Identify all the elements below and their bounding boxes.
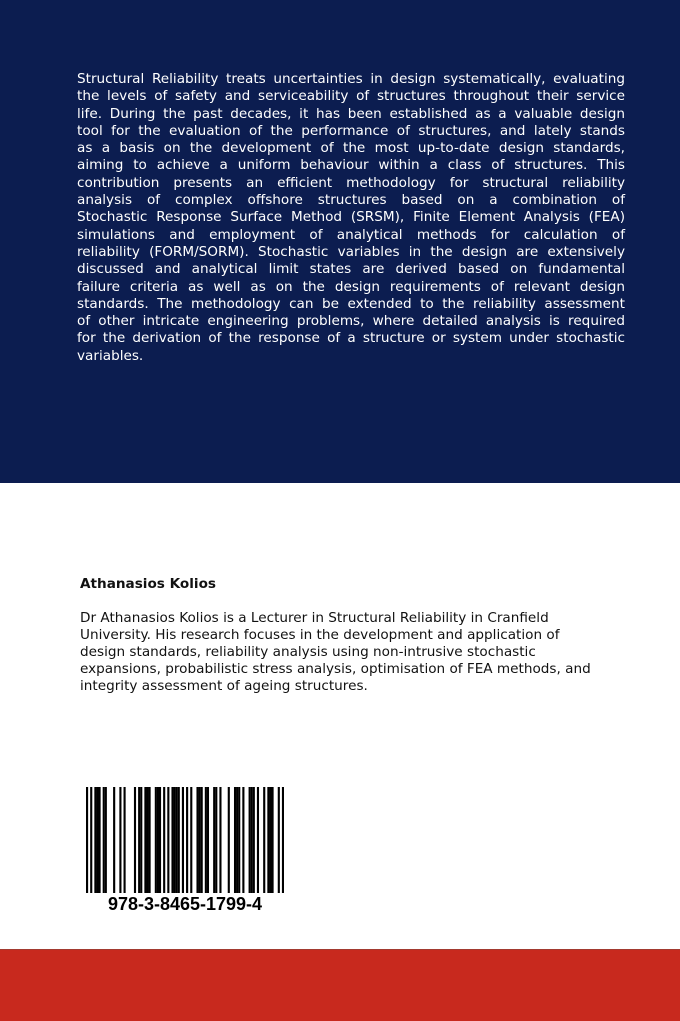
blurb-line: Structural Reliability treats uncertainties in design systematically, evaluating [77,71,625,87]
barcode-bar [134,787,136,893]
barcode-bar [167,787,169,893]
barcode-bar [190,787,192,893]
barcode-bar [278,787,280,893]
blurb-line: for the derivation of the response of a structure or system under stochastic [77,330,625,347]
blurb-line: tool for the evaluation of the performance of structures, and lately stands [77,122,625,139]
blurb-line: as a basis on the development of the most up-to-date design standards, [77,140,625,157]
barcode-bar [253,787,255,893]
blurb-line: failure criteria as well as on the design requirements of relevant design [77,278,625,295]
barcode-bar [263,787,265,893]
blurb-line: variables. [77,347,144,364]
bio-line: University. His research focuses in the development and application of [80,627,560,643]
barcode-bar [199,787,201,893]
barcode-bar [215,787,217,893]
barcode-bar [219,787,221,893]
barcode-bar [119,787,121,893]
barcode-bar [186,787,188,893]
barcode-bar [171,787,173,893]
barcode-bar [157,787,159,893]
bio-line: Dr Athanasios Kolios is a Lecturer in Structural Reliability in Cranfield [80,610,549,626]
blurb-line: the levels of safety and serviceability of structures throughout their service [77,88,625,105]
blurb-line: life. During the past decades, it has been established as a valuable design [77,105,625,122]
barcode-bar [251,787,253,893]
bio-line: expansions, probabilistic stress analysis, optimisation of FEA methods, and [80,661,591,677]
barcode-bar [282,787,284,893]
barcode-bar [94,787,96,893]
barcode-bar [124,787,126,893]
barcode-bar [99,787,101,893]
barcode-bar [234,787,236,893]
blurb-line: reliability (FORM/SORM). Stochastic variables in the design are extensively [77,243,625,260]
blurb-line: analysis of complex offshore structures based on a combination of [77,192,625,209]
barcode-bar [113,787,115,893]
barcode-bar [228,787,230,893]
barcode-bar [236,787,238,893]
blurb-line: contribution presents an efficient methodology for structural reliability [77,174,625,191]
barcode-bar [269,787,271,893]
barcode-bar [205,787,207,893]
barcode-bar [144,787,146,893]
barcode-bar [105,787,107,893]
barcode-bar [257,787,259,893]
barcode-bar [163,787,165,893]
blurb-panel [0,0,680,483]
barcode-bar [178,787,180,893]
barcode-bar [242,787,244,893]
barcode-bar [86,787,88,893]
author-name: Athanasios Kolios [80,576,217,592]
blurb-line: discussed and analytical limit states are derived based on fundamental [77,261,625,278]
barcode-bar [140,787,142,893]
barcode-bar [201,787,203,893]
barcode-bar [174,787,176,893]
bio-line: integrity assessment of ageing structures. [80,678,368,694]
isbn-number: 978-3-8465-1799-4 [107,894,263,914]
bottom-band [0,949,680,1021]
barcode-bar [267,787,269,893]
barcode-bar [159,787,161,893]
blurb-text [77,71,625,365]
barcode-bar [213,787,215,893]
barcode-bar [90,787,92,893]
blurb-line: of other intricate engineering problems, where detailed analysis is required [77,313,625,330]
barcode-bar [249,787,251,893]
barcode-bar [155,787,157,893]
barcode-bar [176,787,178,893]
author-bio [80,610,591,695]
blurb-line: aiming to achieve a uniform behaviour within a class of structures. This [77,157,625,174]
barcode-bar [96,787,98,893]
barcode-bar [238,787,240,893]
blurb-line: standards. The methodology can be extended to the reliability assessment [77,295,625,312]
barcode-bar [146,787,148,893]
blurb-line: Stochastic Response Surface Method (SRSM), Finite Element Analysis (FEA) [77,209,625,226]
barcode-bar [196,787,198,893]
barcode-bar [138,787,140,893]
barcode-bar [271,787,273,893]
bio-line: design standards, reliability analysis using non-intrusive stochastic [80,644,536,660]
barcode-bar [103,787,105,893]
barcode-bar [182,787,184,893]
barcode-bar [207,787,209,893]
barcode-bar [149,787,151,893]
barcode [86,787,284,893]
blurb-line: simulations and employment of analytical methods for calculation of [77,226,625,243]
